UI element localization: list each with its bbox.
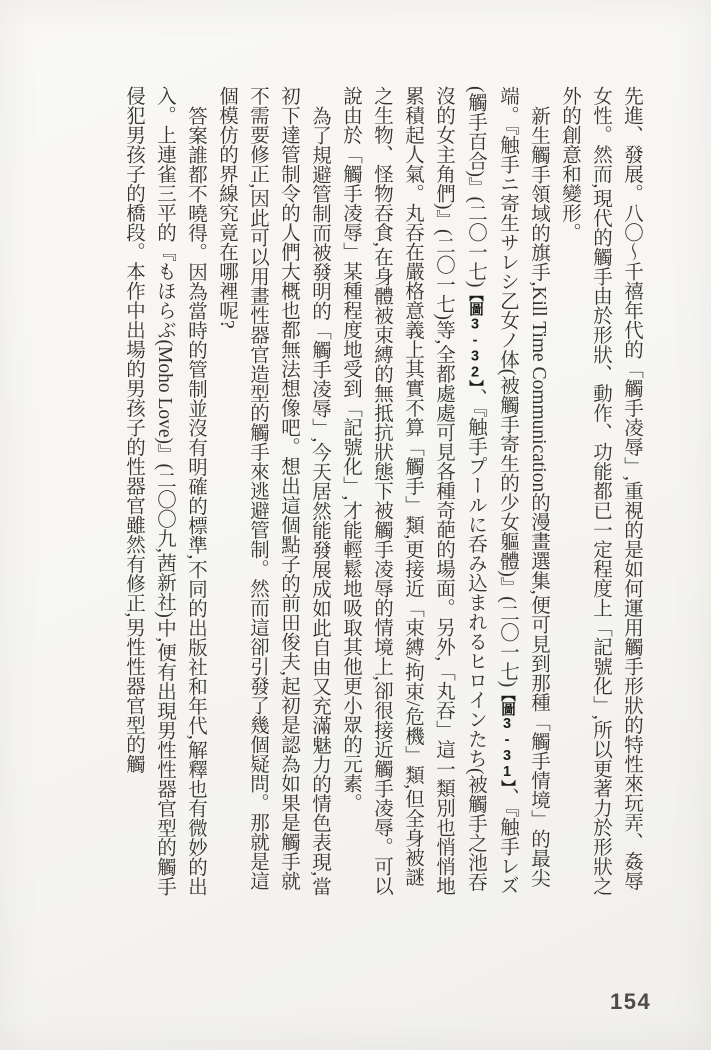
paragraph-1 (554, 86, 647, 906)
paragraph-2 (335, 86, 554, 906)
figure-ref-3-31: 【圖3-31】 (499, 687, 515, 788)
paragraph-4 (118, 86, 211, 906)
page-number: 154 (610, 989, 652, 1014)
figure-ref-3-32: 【圖3-32】 (467, 287, 483, 388)
paragraph-1-text: 先進、發展。八〇〜千禧年代的「觸手凌辱」,重視的是如何運用觸手形狀的特性來玩弄、姦辱女性。然而,現代的觸手由於形狀、動作、功能都已一定程度上「記號化」,所以更著力於形狀之外的創意和變形。 (559, 86, 642, 896)
paragraph-4-text: 答案誰都不曉得。因為當時的管制並沒有明確的標準,不同的出版社和年代,解釋也有微妙的出入。上連雀三平的『もほらぶ(Moho Love)』(二〇〇九,茜新社)中,便有出現男性性器官型的觸手侵犯男孩子的橋段。本作中出場的男孩子的性器官雖然有修正,男性性器官型的觸 (123, 86, 206, 896)
paragraph-3 (211, 86, 335, 906)
page-text-block (118, 86, 647, 906)
paragraph-2-text-b: 、『触手レズ(觸手百合)』(二〇一七) (465, 86, 518, 895)
paragraph-2-text-c: 、『触手プールに呑み込まれるヒロインたち(被觸手之池吞沒的女主角們)』(二〇一七)等,全都處處可見各種奇葩的場面。另外,「丸吞」這一類別也悄悄地累積起人氣。丸吞在嚴格意義上其實不算「觸手」類,更接近「束縛/拘束/危機」類,但全身被謎之生物、怪物吞食,在身體被束縛的無抵抗狀態下被觸手凌辱的情境上,卻很接近觸手凌辱。可以說由於「觸手凌辱」某種程度地受到「記號化」,才能輕鬆地吸取其他更小眾的元素。 (340, 86, 486, 896)
paragraph-3-text: 為了規避管制而被發明的「觸手凌辱」,今天居然能發展成如此自由又充滿魅力的情色表現,當初下達管制令的人們大概也都無法想像吧。想出這個點子的前田俊夫,起初是認為如果是觸手就不需要修正,因此可以用畫性器官造型的觸手來逃避管制。然而這卻引發了幾個疑問。那就是這個模仿的界線究竟在哪裡呢? (216, 86, 330, 896)
paragraph-2-text-a: 新生觸手領域的旗手,Kill Time Communication的漫畫選集,便可見到那種「觸手情境」的最尖端。『触手ニ寄生サレシ乙女ノ体(被觸手寄生的少女軀體)』(二〇一七) (497, 86, 549, 887)
